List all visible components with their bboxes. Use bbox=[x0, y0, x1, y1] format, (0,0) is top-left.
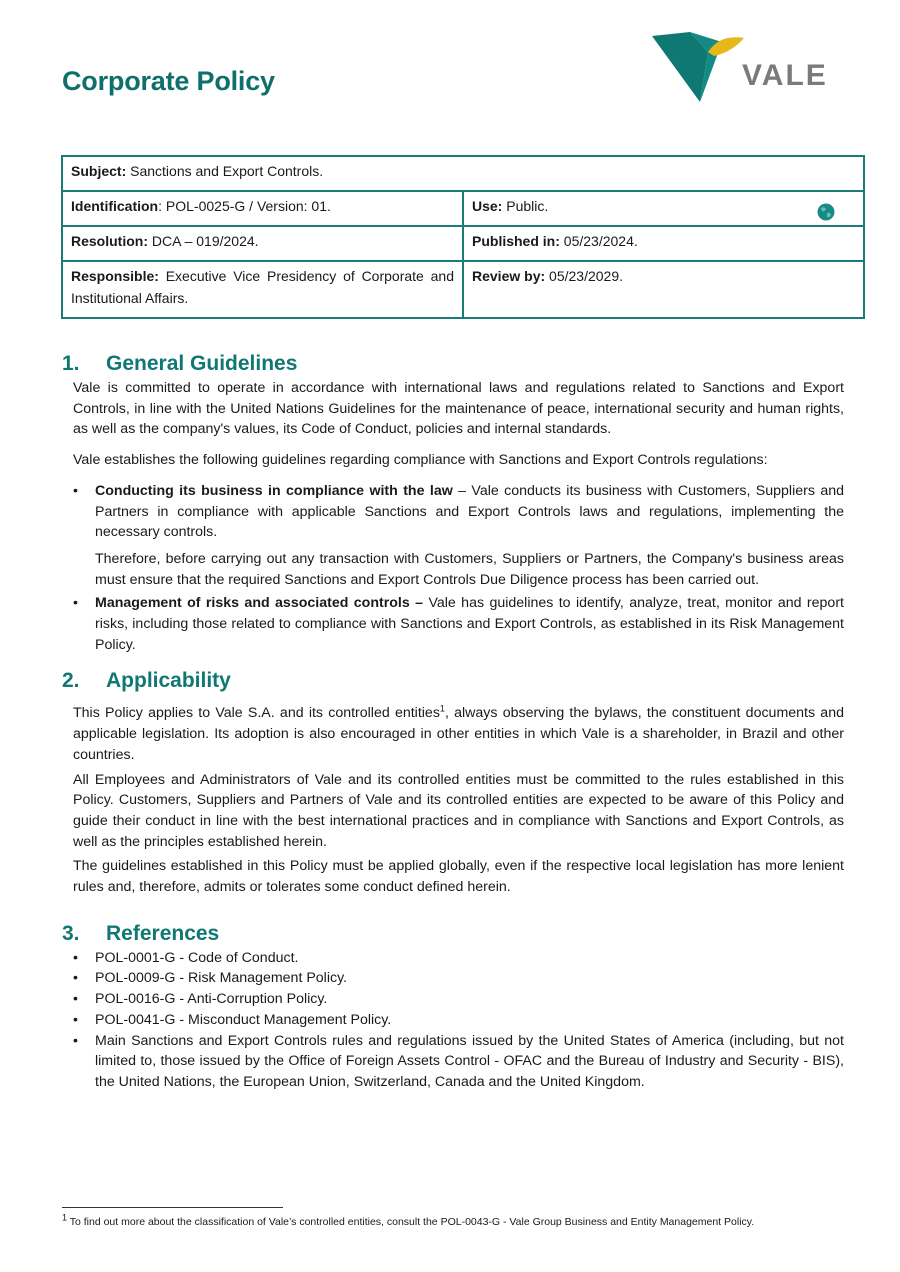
page-title: Corporate Policy bbox=[62, 66, 275, 96]
published-label: Published in: bbox=[472, 233, 560, 249]
paragraph-text: , always observing the bylaws, the constituent documents and applicable legislation. Its adoption is also encouraged in other entities in which Vale is a shareholder, in Brazil and other countries. bbox=[73, 705, 844, 763]
bullet-icon: • bbox=[73, 949, 78, 966]
section-title: Applicability bbox=[106, 669, 231, 693]
general-guidelines-list bbox=[62, 481, 844, 656]
reference-text: POL-0009-G - Risk Management Policy. bbox=[95, 970, 348, 987]
reference-text: POL-0016-G - Anti-Corruption Policy. bbox=[95, 991, 328, 1008]
bullet-icon: • bbox=[73, 1011, 78, 1028]
reference-text: POL-0041-G - Misconduct Management Policy. bbox=[95, 1011, 392, 1028]
published-value: 05/23/2024. bbox=[563, 233, 638, 249]
resolution-value: DCA – 019/2024. bbox=[151, 233, 259, 249]
section-number: 1. bbox=[62, 352, 80, 375]
identification-label: Identification bbox=[71, 198, 159, 214]
resolution-cell bbox=[62, 226, 463, 261]
identification-value: : POL-0025-G / Version: 01. bbox=[158, 198, 331, 214]
bullet-icon: • bbox=[73, 1032, 78, 1049]
list-item bbox=[62, 481, 844, 591]
section-general-guidelines-heading bbox=[62, 350, 844, 378]
responsible-cell bbox=[62, 261, 463, 318]
bullet-heading: Management of risks and associated controls – bbox=[95, 595, 424, 612]
review-cell bbox=[463, 261, 864, 318]
use-value: Public. bbox=[506, 198, 549, 214]
list-item bbox=[62, 1031, 844, 1093]
applicability-paragraph-1 bbox=[73, 703, 844, 765]
section-title: References bbox=[106, 921, 220, 945]
subject-cell bbox=[62, 156, 864, 191]
review-label: Review by: bbox=[472, 268, 546, 284]
responsible-value: Executive Vice Presidency of Corporate and Institutional Affairs. bbox=[71, 268, 454, 306]
footnote-reference[interactable]: 1 bbox=[439, 703, 445, 714]
section-number: 3. bbox=[62, 921, 80, 945]
footnote-divider bbox=[62, 1207, 283, 1208]
resolution-label: Resolution: bbox=[71, 233, 148, 249]
list-item bbox=[62, 593, 844, 655]
list-item bbox=[62, 989, 844, 1010]
published-cell bbox=[463, 226, 864, 261]
responsible-label: Responsible: bbox=[71, 268, 159, 284]
logo-wordmark: VALE bbox=[742, 59, 828, 92]
references-list bbox=[62, 948, 844, 1093]
section-title: General Guidelines bbox=[106, 352, 298, 375]
applicability-paragraph-2: All Employees and Administrators of Vale and its controlled entities must be committed to the rules established in this Policy. Customers, Suppliers and Partners of Vale and its controlled entities are expected to be aware of this Policy and guide their conduct in line with the best international practices and in compliance with Sanctions and Export Controls, as well as the principles established herein. bbox=[73, 771, 844, 850]
policy-metadata-table bbox=[61, 155, 865, 319]
paragraph-text: This Policy applies to Vale S.A. and its controlled entities bbox=[73, 705, 440, 722]
section-references-heading bbox=[62, 920, 844, 948]
footnote-text: To find out more about the classification of Vale’s controlled entities, consult the POL-0043-G - Vale Group Business and Entity Management Policy. bbox=[67, 1216, 755, 1228]
bullet-followup-text: Therefore, before carrying out any transaction with Customers, Suppliers or Partners, the Company's business areas must ensure that the required Sanctions and Export Controls Due Diligence process has been carried out. bbox=[95, 550, 844, 588]
bullet-icon: • bbox=[73, 482, 78, 499]
general-paragraph-2: Vale establishes the following guidelines regarding compliance with Sanctions and Export Controls regulations: bbox=[73, 452, 768, 469]
identification-cell bbox=[62, 191, 463, 226]
section-number: 2. bbox=[62, 669, 80, 693]
policy-body bbox=[62, 350, 844, 1097]
bullet-heading: Conducting its business in compliance with the law bbox=[95, 482, 453, 499]
subject-value: Sanctions and Export Controls. bbox=[130, 163, 324, 179]
list-item bbox=[62, 948, 844, 969]
footnote-mark: 1 bbox=[62, 1212, 68, 1223]
review-value: 05/23/2029. bbox=[549, 268, 623, 284]
bullet-text: – Vale conducts its business with Customers, Suppliers and Partners in compliance with applicable Sanctions and Export Controls laws and regulations, implementing the necessary controls. bbox=[95, 482, 844, 541]
section-applicability-heading bbox=[62, 667, 844, 695]
footnote bbox=[62, 1212, 755, 1228]
reference-text: POL-0001-G - Code of Conduct. bbox=[95, 949, 299, 966]
bullet-icon: • bbox=[73, 991, 78, 1008]
list-item bbox=[62, 1010, 844, 1031]
bullet-text: Vale has guidelines to identify, analyze, treat, monitor and report risks, including those related to compliance with Sanctions and Export Controls, as established in its Risk Management Policy. bbox=[95, 595, 844, 653]
vale-logo bbox=[650, 32, 840, 106]
reference-text: Main Sanctions and Export Controls rules and regulations issued by the United States of America (including, but not limited to, those issued by the Office of Foreign Assets Control - OFAC and the Bureau of Industry and Security - BIS), the United Nations, the European Union, Switzerland, Canada and the United Kingdom. bbox=[95, 1032, 844, 1090]
general-paragraph-1: Vale is committed to operate in accordance with international laws and regulations related to Sanctions and Export Controls, in line with the United Nations Guidelines for the maintenance of peace, international security and human rights, as well as the company's values, its Code of Conduct, policies and internal standards. bbox=[73, 380, 844, 438]
bullet-icon: • bbox=[73, 970, 78, 987]
bullet-icon: • bbox=[73, 595, 78, 612]
globe-icon bbox=[817, 203, 835, 221]
applicability-paragraph-3: The guidelines established in this Policy must be applied globally, even if the respective local legislation has more lenient rules and, therefore, admits or tolerates some conduct defined herein. bbox=[73, 858, 844, 896]
list-item bbox=[62, 968, 844, 989]
subject-label: Subject: bbox=[71, 163, 127, 179]
use-label: Use: bbox=[472, 198, 503, 214]
use-cell bbox=[463, 191, 864, 226]
